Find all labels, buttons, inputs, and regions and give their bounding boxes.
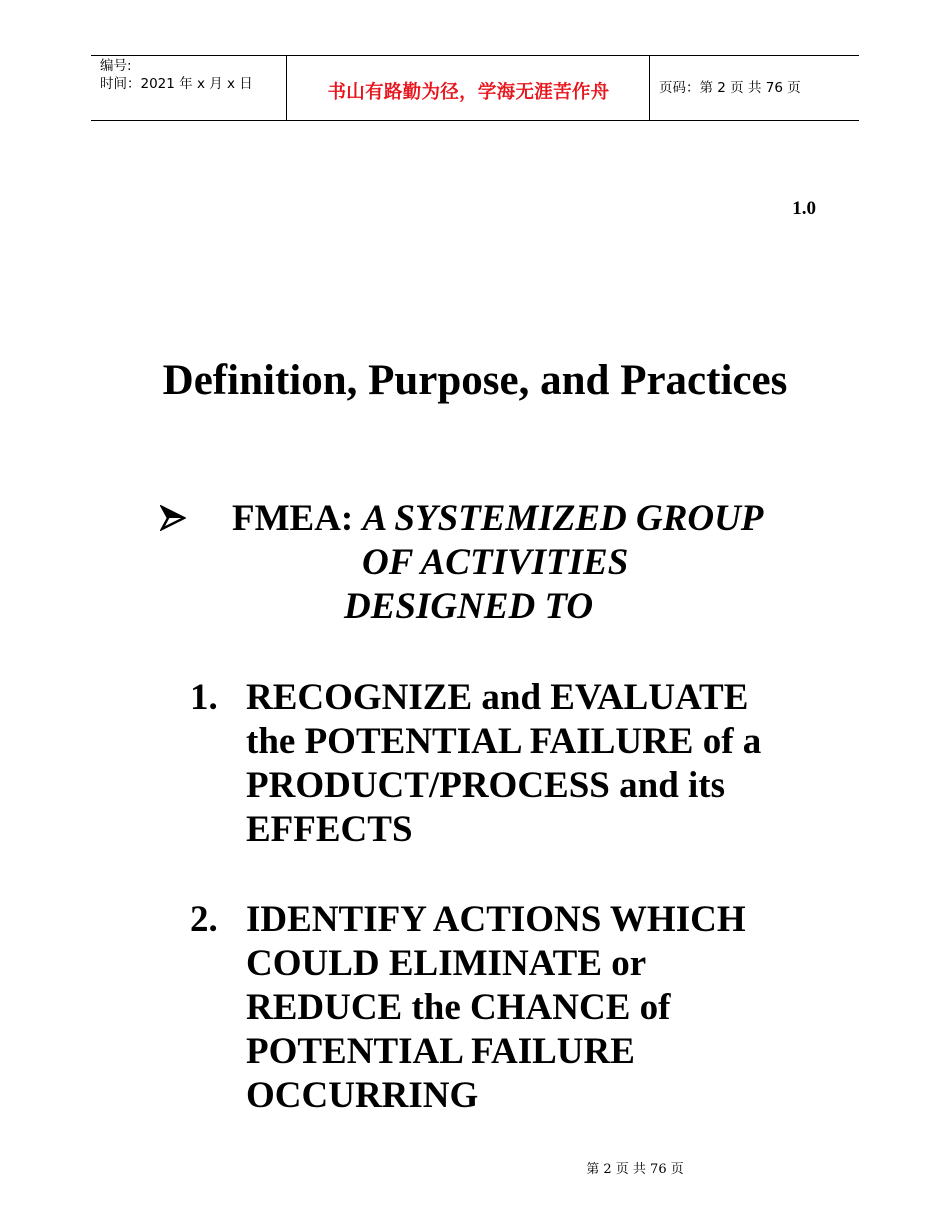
list-item-2-line: COULD ELIMINATE or [246,943,647,984]
list-item-2-text [246,898,826,1118]
list-item-1-line: the POTENTIAL FAILURE of a [246,721,762,762]
list-item-1-number: 1. [190,677,218,718]
header-time-label: 时间：2021 年 x 月 x 日 [100,76,253,92]
page-footer: 第 2 页 共 76 页 [586,1162,684,1177]
page-title: Definition, Purpose, and Practices [162,357,788,404]
list-item-2-line: IDENTIFY ACTIONS WHICH [246,899,746,940]
list-item-2-line: OCCURRING [246,1075,479,1116]
list-item-1-text [246,676,826,852]
list-item-2-number: 2. [190,899,218,940]
header-middle-cell [287,56,650,121]
fmea-line-1 [232,497,763,541]
fmea-term: FMEA: [232,498,354,539]
document-header [91,55,859,121]
header-number-label: 编号: [100,58,132,74]
list-item-1-line: RECOGNIZE and EVALUATE [246,677,749,718]
arrowhead-bullet-icon [160,505,186,531]
list-item-2-line: REDUCE the CHANCE of [246,987,671,1028]
version-number: 1.0 [792,198,816,219]
fmea-definition-line-3: DESIGNED TO [344,586,594,627]
header-right-cell [650,56,859,121]
header-motto: 书山有路勤为径，学海无涯苦作舟 [327,82,610,103]
list-item-2-line: POTENTIAL FAILURE [246,1031,635,1072]
list-item-1-line: PRODUCT/PROCESS and its [246,765,726,806]
header-page-info: 页码：第 2 页 共 76 页 [659,80,801,96]
list-item-1-line: EFFECTS [246,809,413,850]
fmea-definition-line-2: OF ACTIVITIES [362,542,629,583]
fmea-definition-line-1: A SYSTEMIZED GROUP [362,498,764,539]
header-left-cell [91,56,287,121]
